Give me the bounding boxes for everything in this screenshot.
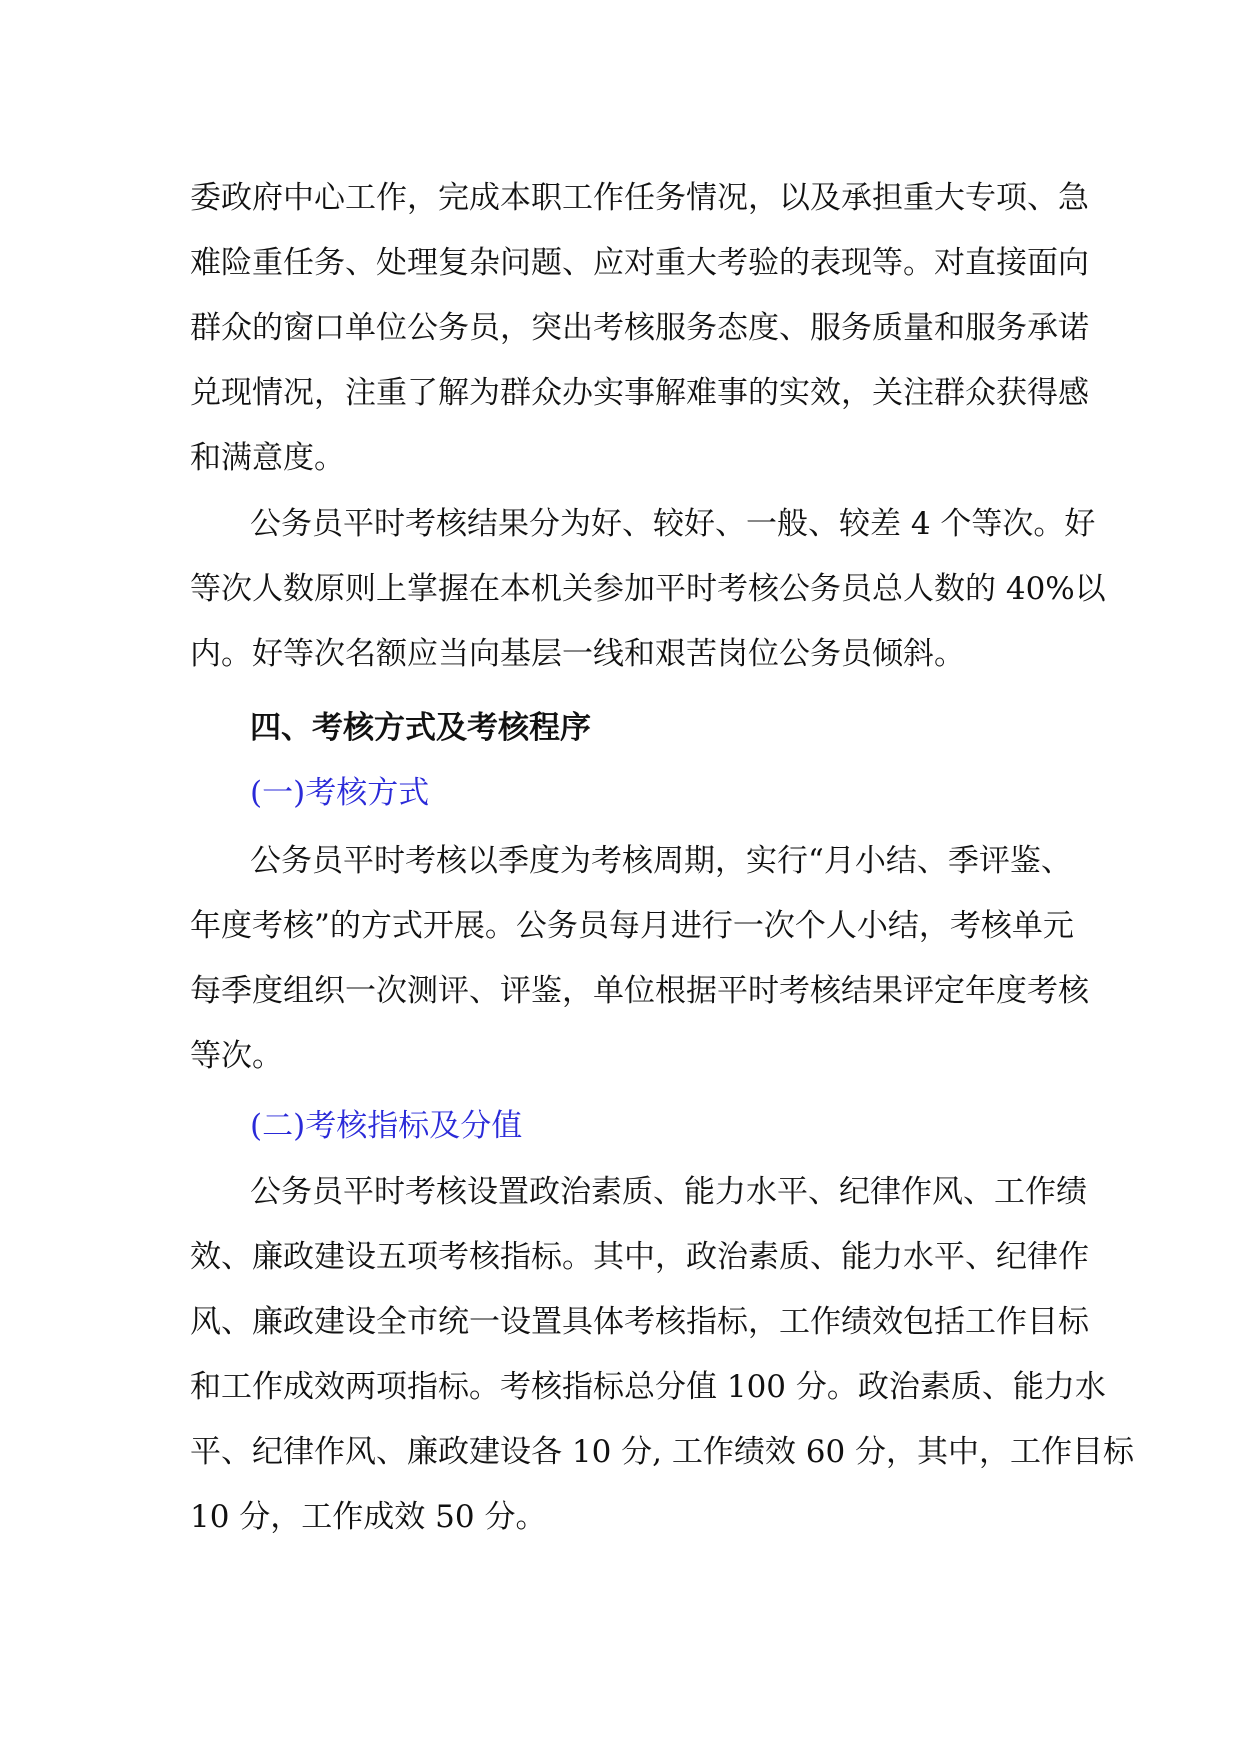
- paragraph-line: 公务员平时考核以季度为考核周期，实行“月小结、季评鉴、: [250, 843, 1072, 879]
- paragraph-line: 10 分，工作成效 50 分。: [190, 1499, 547, 1535]
- paragraph-line: 等次人数原则上掌握在本机关参加平时考核公务员总人数的 40%以: [190, 571, 1106, 607]
- paragraph-line: 效、廉政建设五项考核指标。其中，政治素质、能力水平、纪律作: [190, 1239, 1089, 1275]
- paragraph-line: 每季度组织一次测评、评鉴，单位根据平时考核结果评定年度考核: [190, 973, 1089, 1009]
- paragraph-line: 等次。: [190, 1038, 283, 1074]
- paragraph-line: 公务员平时考核结果分为好、较好、一般、较差 4 个等次。好: [250, 506, 1096, 542]
- paragraph-line: 委政府中心工作，完成本职工作任务情况，以及承担重大专项、急: [190, 180, 1089, 216]
- paragraph-line: 公务员平时考核设置政治素质、能力水平、纪律作风、工作绩: [250, 1174, 1087, 1210]
- paragraph-line: 内。好等次名额应当向基层一线和艰苦岗位公务员倾斜。: [190, 636, 965, 672]
- paragraph-line: 和工作成效两项指标。考核指标总分值 100 分。政治素质、能力水: [190, 1369, 1106, 1405]
- paragraph-line: 兑现情况，注重了解为群众办实事解难事的实效，关注群众获得感: [190, 375, 1089, 411]
- paragraph-line: 平、纪律作风、廉政建设各 10 分, 工作绩效 60 分，其中，工作目标: [190, 1434, 1135, 1470]
- subsection-title: (二)考核指标及分值: [250, 1108, 523, 1144]
- paragraph-line: 年度考核”的方式开展。公务员每月进行一次个人小结，考核单元: [190, 908, 1074, 944]
- subsection-title: (一)考核方式: [250, 775, 430, 811]
- paragraph-line: 风、廉政建设全市统一设置具体考核指标，工作绩效包括工作目标: [190, 1304, 1089, 1340]
- paragraph-line: 群众的窗口单位公务员，突出考核服务态度、服务质量和服务承诺: [190, 310, 1089, 346]
- paragraph-line: 和满意度。: [190, 440, 345, 476]
- paragraph-line: 难险重任务、处理复杂问题、应对重大考验的表现等。对直接面向: [190, 245, 1089, 281]
- section-heading: 四、考核方式及考核程序: [250, 710, 591, 746]
